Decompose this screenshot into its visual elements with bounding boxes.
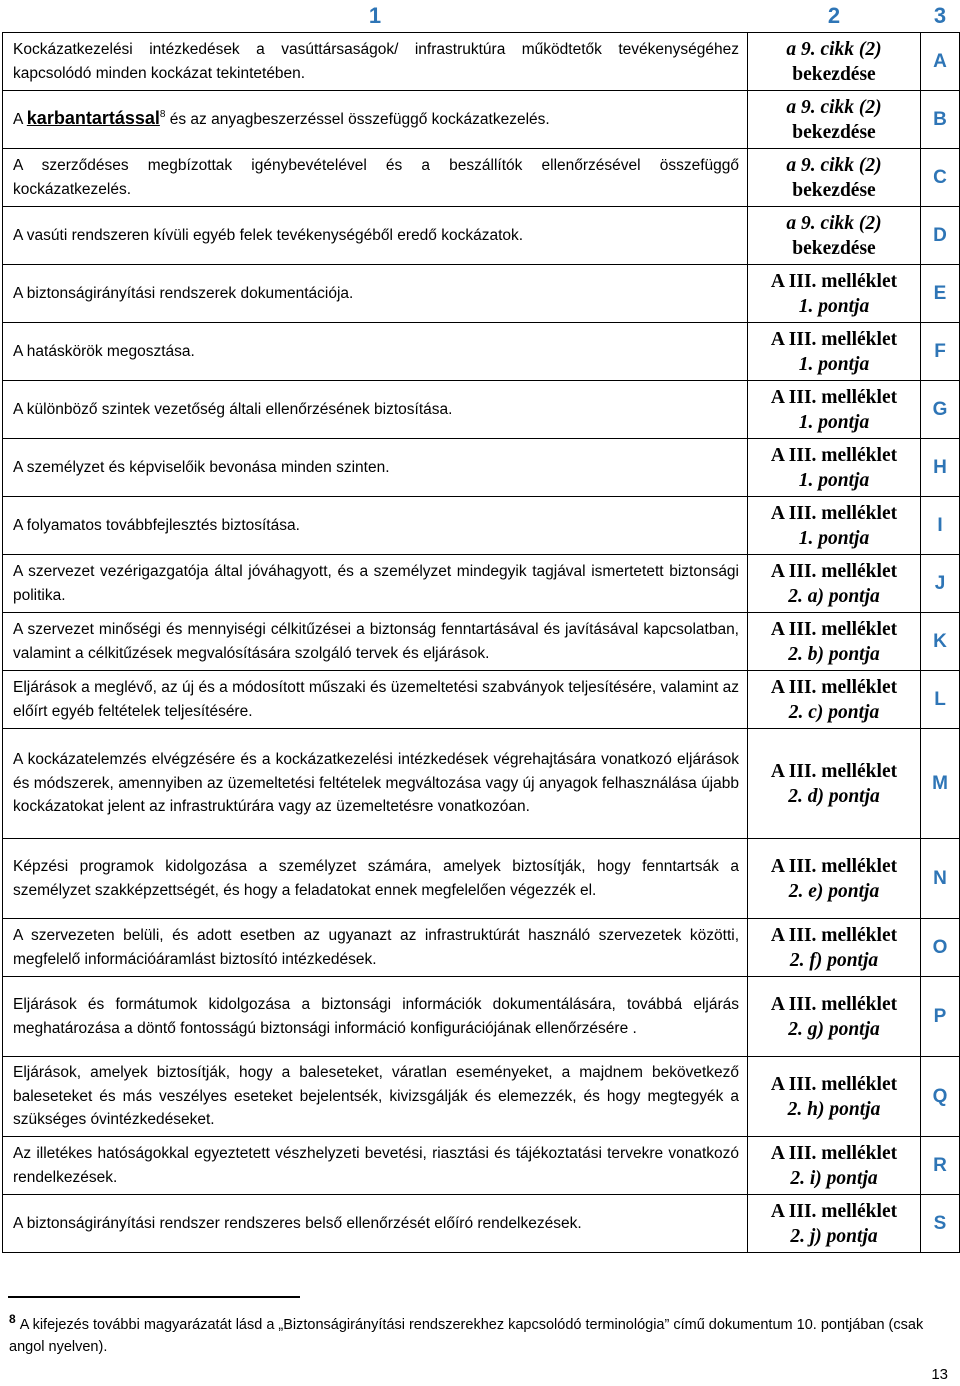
reference-line-2: 2. a) pontja bbox=[788, 585, 880, 607]
column-number-2: 2 bbox=[827, 3, 841, 28]
table-row bbox=[3, 1057, 960, 1137]
row-letter: N bbox=[921, 839, 960, 919]
row-letter: H bbox=[921, 439, 960, 497]
table-row bbox=[3, 839, 960, 919]
row-letter: F bbox=[921, 323, 960, 381]
column-number-row bbox=[3, 0, 960, 33]
row-letter: P bbox=[921, 977, 960, 1057]
row-reference bbox=[748, 919, 921, 977]
reference-line-2: 2. f) pontja bbox=[789, 949, 879, 971]
table-row bbox=[3, 919, 960, 977]
row-description: A biztonságirányítási rendszerek dokumentációja. bbox=[3, 265, 748, 323]
row-description: A különböző szintek vezetőség általi ellenőrzésének biztosítása. bbox=[3, 381, 748, 439]
reference-line-2: 2. h) pontja bbox=[787, 1098, 881, 1120]
row-description: A vasúti rendszeren kívüli egyéb felek tevékenységéből eredő kockázatok. bbox=[3, 207, 748, 265]
table-row bbox=[3, 671, 960, 729]
footnote-text: A kifejezés további magyarázatát lásd a „Biztonságirányítási rendszerekhez kapcsolódó terminológia” című dokumentum 10. pontjában (csak angol nyelven). bbox=[9, 1317, 924, 1355]
table-row bbox=[3, 91, 960, 149]
reference-line-2: 1. pontja bbox=[798, 411, 870, 433]
row-letter: I bbox=[921, 497, 960, 555]
reference-line-2: 2. c) pontja bbox=[788, 701, 880, 723]
row-letter: G bbox=[921, 381, 960, 439]
reference-line-1: A III. melléklet bbox=[770, 760, 898, 782]
row-reference bbox=[748, 207, 921, 265]
row-letter: C bbox=[921, 149, 960, 207]
row-description bbox=[3, 91, 748, 149]
row-letter: E bbox=[921, 265, 960, 323]
row-reference bbox=[748, 1137, 921, 1195]
row-letter: Q bbox=[921, 1057, 960, 1137]
row-letter: R bbox=[921, 1137, 960, 1195]
reference-line-1: a 9. cikk (2) bbox=[786, 212, 882, 234]
row-letter: J bbox=[921, 555, 960, 613]
table-row bbox=[3, 207, 960, 265]
footnote-reference[interactable]: 8 bbox=[159, 109, 166, 121]
requirements-table bbox=[2, 0, 960, 1253]
row-description: A személyzet és képviselőik bevonása minden szinten. bbox=[3, 439, 748, 497]
column-number-3: 3 bbox=[933, 3, 947, 28]
table-row bbox=[3, 613, 960, 671]
row-reference bbox=[748, 555, 921, 613]
reference-line-2: bekezdése bbox=[792, 63, 876, 85]
row-description-tail: és az anyagbeszerzéssel összefüggő kockázatkezelés. bbox=[165, 111, 550, 129]
reference-line-1: A III. melléklet bbox=[770, 560, 898, 582]
table-row bbox=[3, 149, 960, 207]
row-letter: D bbox=[921, 207, 960, 265]
emphasized-term: karbantartással bbox=[26, 108, 160, 129]
table-row bbox=[3, 265, 960, 323]
table-row bbox=[3, 33, 960, 91]
row-letter: M bbox=[921, 729, 960, 839]
row-letter: O bbox=[921, 919, 960, 977]
reference-line-2: 1. pontja bbox=[798, 527, 870, 549]
reference-line-2: 2. j) pontja bbox=[790, 1225, 878, 1247]
row-description: A folyamatos továbbfejlesztés biztosítása. bbox=[3, 497, 748, 555]
page-number: 13 bbox=[931, 1366, 948, 1383]
row-description: A szerződéses megbízottak igénybevételével és a beszállítók ellenőrzésével összefüggő kockázatkezelés. bbox=[3, 149, 748, 207]
row-letter: K bbox=[921, 613, 960, 671]
reference-line-1: A III. melléklet bbox=[770, 1200, 898, 1222]
reference-line-2: 2. g) pontja bbox=[788, 1018, 880, 1040]
row-reference bbox=[748, 439, 921, 497]
row-description: Eljárások a meglévő, az új és a módosított műszaki és üzemeltetési szabványok teljesítésére, valamint az előírt egyéb feltételek teljesítésére. bbox=[3, 671, 748, 729]
table-row bbox=[3, 323, 960, 381]
reference-line-2: bekezdése bbox=[792, 237, 876, 259]
row-description: Képzési programok kidolgozása a személyzet számára, amelyek biztosítják, hogy fenntartsák a személyzet szakképzettségét, és hogy a feladatokat ennek megfelelően végezzék el. bbox=[3, 839, 748, 919]
row-reference bbox=[748, 729, 921, 839]
reference-line-2: bekezdése bbox=[792, 179, 876, 201]
row-description: A szervezet minőségi és mennyiségi célkitűzései a biztonság fenntartásával és javításával kapcsolatban, valamint a célkitűzések megvalósítására szolgáló tervek és eljárások. bbox=[3, 613, 748, 671]
row-letter: S bbox=[921, 1195, 960, 1253]
reference-line-2: 1. pontja bbox=[798, 295, 870, 317]
row-description: A szervezeten belüli, és adott esetben az ugyanazt az infrastruktúrát használó szervezetek közötti, megfelelő információáramlást biztosító intézkedések. bbox=[3, 919, 748, 977]
reference-line-1: A III. melléklet bbox=[770, 1073, 898, 1095]
row-description: Eljárások és formátumok kidolgozása a biztonsági információk dokumentálására, továbbá eljárás meghatározása a döntő fontosságú biztonsági információ konfigurációjának ellenőrzésére . bbox=[3, 977, 748, 1057]
row-reference bbox=[748, 149, 921, 207]
row-reference bbox=[748, 1057, 921, 1137]
reference-line-2: 2. b) pontja bbox=[788, 643, 880, 665]
table-row bbox=[3, 729, 960, 839]
row-description: Eljárások, amelyek biztosítják, hogy a baleseteket, váratlan eseményeket, a majdnem bekövetkező baleseteket és más veszélyes eseteket bejelentsék, kivizsgálják és elemezzék, és hogy megtegyék a szükséges óvintézkedéseket. bbox=[3, 1057, 748, 1137]
reference-line-2: 1. pontja bbox=[798, 353, 870, 375]
table-row bbox=[3, 497, 960, 555]
row-description: Az illetékes hatóságokkal egyeztetett vészhelyzeti bevetési, riasztási és tájékoztatási tervekre vonatkozó rendelkezések. bbox=[3, 1137, 748, 1195]
footnote bbox=[9, 1308, 949, 1358]
row-reference bbox=[748, 91, 921, 149]
footnote-separator bbox=[8, 1296, 300, 1298]
row-description-lead: A bbox=[13, 111, 27, 129]
row-letter: A bbox=[921, 33, 960, 91]
reference-line-1: A III. melléklet bbox=[770, 270, 898, 292]
row-description: A hatáskörök megosztása. bbox=[3, 323, 748, 381]
reference-line-2: 2. i) pontja bbox=[790, 1167, 878, 1189]
table-row bbox=[3, 977, 960, 1057]
reference-line-1: a 9. cikk (2) bbox=[786, 96, 882, 118]
table-row bbox=[3, 1195, 960, 1253]
footnote-mark: 8 bbox=[9, 1312, 16, 1326]
row-description: A biztonságirányítási rendszer rendszeres belső ellenőrzését előíró rendelkezések. bbox=[3, 1195, 748, 1253]
row-reference bbox=[748, 671, 921, 729]
reference-line-1: A III. melléklet bbox=[770, 618, 898, 640]
reference-line-2: 1. pontja bbox=[798, 469, 870, 491]
row-description: Kockázatkezelési intézkedések a vasúttársaságok/ infrastruktúra működtetők tevékenységéhez kapcsolódó minden kockázat tekintetében. bbox=[3, 33, 748, 91]
row-reference bbox=[748, 381, 921, 439]
row-reference bbox=[748, 33, 921, 91]
row-description: A kockázatelemzés elvégzésére és a kockázatkezelési intézkedések végrehajtására vonatkozó eljárások és módszerek, amennyiben az üzemeltetési feltételek megváltozása vagy új anyagok felhasználása újabb kockázatokat jelent az infrastruktúrára vagy az üzemeltetésre vonatkozóan. bbox=[3, 729, 748, 839]
row-reference bbox=[748, 497, 921, 555]
reference-line-1: A III. melléklet bbox=[770, 924, 898, 946]
table-body bbox=[3, 33, 960, 1253]
reference-line-1: a 9. cikk (2) bbox=[786, 38, 882, 60]
row-reference bbox=[748, 265, 921, 323]
reference-line-1: A III. melléklet bbox=[770, 386, 898, 408]
reference-line-1: A III. melléklet bbox=[770, 855, 898, 877]
reference-line-2: bekezdése bbox=[792, 121, 876, 143]
row-letter: L bbox=[921, 671, 960, 729]
reference-line-1: A III. melléklet bbox=[770, 328, 898, 350]
row-reference bbox=[748, 323, 921, 381]
row-reference bbox=[748, 977, 921, 1057]
table-row bbox=[3, 381, 960, 439]
table-row bbox=[3, 1137, 960, 1195]
reference-line-1: a 9. cikk (2) bbox=[786, 154, 882, 176]
reference-line-1: A III. melléklet bbox=[770, 676, 898, 698]
row-description: A szervezet vezérigazgatója által jóváhagyott, és a személyzet mindegyik tagjával ismertetett biztonsági politika. bbox=[3, 555, 748, 613]
row-reference bbox=[748, 1195, 921, 1253]
row-letter: B bbox=[921, 91, 960, 149]
table-row bbox=[3, 555, 960, 613]
reference-line-1: A III. melléklet bbox=[770, 502, 898, 524]
row-reference bbox=[748, 613, 921, 671]
reference-line-1: A III. melléklet bbox=[770, 444, 898, 466]
reference-line-2: 2. e) pontja bbox=[788, 880, 880, 902]
reference-line-1: A III. melléklet bbox=[770, 993, 898, 1015]
reference-line-1: A III. melléklet bbox=[770, 1142, 898, 1164]
table-row bbox=[3, 439, 960, 497]
row-reference bbox=[748, 839, 921, 919]
reference-line-2: 2. d) pontja bbox=[788, 785, 880, 807]
column-number-1: 1 bbox=[368, 3, 382, 28]
